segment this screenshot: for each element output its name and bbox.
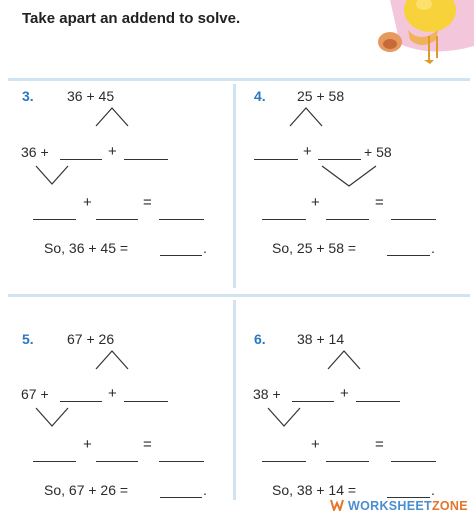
answer-blank[interactable] [254, 159, 298, 160]
problem-expression: 38 + 14 [297, 331, 345, 347]
answer-blank[interactable] [356, 401, 400, 402]
problem-expression: 36 + 45 [67, 88, 115, 104]
conclusion-text: So, 36 + 45 = [44, 240, 129, 256]
problem-number: 3. [22, 88, 34, 104]
vertical-divider-bottom [233, 300, 236, 500]
final-answer-blank[interactable] [387, 255, 430, 256]
answer-blank[interactable] [60, 159, 102, 160]
plus-sign: + [83, 436, 92, 453]
worksheetzone-logo-icon [330, 499, 344, 511]
problem-number: 4. [254, 88, 266, 104]
conclusion-text: So, 25 + 58 = [272, 240, 357, 256]
answer-blank[interactable] [262, 219, 306, 220]
equals-sign: = [375, 194, 384, 211]
period: . [431, 240, 435, 256]
final-answer-blank[interactable] [160, 255, 202, 256]
split-caret [290, 106, 326, 128]
period: . [203, 482, 207, 498]
answer-blank[interactable] [124, 159, 168, 160]
answer-blank[interactable] [292, 401, 334, 402]
split-v [36, 164, 72, 188]
conclusion-text: So, 67 + 26 = [44, 482, 129, 498]
answer-blank[interactable] [391, 219, 436, 220]
watermark-part2: ZONE [431, 499, 468, 513]
answer-blank[interactable] [391, 461, 436, 462]
plus-sign: + [311, 194, 320, 211]
equals-sign: = [143, 194, 152, 211]
watermark-part1: WORKSHEET [348, 499, 432, 513]
answer-blank[interactable] [262, 461, 306, 462]
split-v [322, 164, 380, 190]
problem-number: 5. [22, 331, 34, 347]
plus-sign: + [303, 143, 312, 160]
chick-illustration [372, 0, 474, 70]
worksheetzone-watermark [330, 499, 468, 513]
period: . [431, 482, 435, 498]
answer-blank[interactable] [33, 461, 76, 462]
problem-number: 6. [254, 331, 266, 347]
split-caret [328, 349, 364, 371]
answer-blank[interactable] [159, 219, 204, 220]
plus-sign: + [83, 194, 92, 211]
answer-blank[interactable] [326, 461, 369, 462]
final-answer-blank[interactable] [387, 497, 430, 498]
split-v [36, 406, 72, 430]
answer-blank[interactable] [159, 461, 204, 462]
vertical-divider-top [233, 84, 236, 288]
decompose-text: 38 + [253, 386, 281, 402]
period: . [203, 240, 207, 256]
plus-sign: + [108, 385, 117, 402]
answer-blank[interactable] [96, 461, 138, 462]
answer-blank[interactable] [96, 219, 138, 220]
middle-divider [8, 294, 470, 297]
split-caret [96, 349, 132, 371]
split-caret [96, 106, 132, 128]
plus-sign: + [108, 143, 117, 160]
answer-blank[interactable] [124, 401, 168, 402]
problem-expression: 67 + 26 [67, 331, 115, 347]
problem-expression: 25 + 58 [297, 88, 345, 104]
decompose-text: 67 + [21, 386, 49, 402]
plus-sign: + [340, 385, 349, 402]
equals-sign: = [143, 436, 152, 453]
answer-blank[interactable] [33, 219, 76, 220]
conclusion-text: So, 38 + 14 = [272, 482, 357, 498]
top-divider [8, 78, 470, 81]
plus-sign: + [311, 436, 320, 453]
decompose-text: + 58 [364, 144, 392, 160]
decompose-text: 36 + [21, 144, 49, 160]
final-answer-blank[interactable] [160, 497, 202, 498]
instruction-text: Take apart an addend to solve. [22, 10, 241, 27]
answer-blank[interactable] [60, 401, 102, 402]
equals-sign: = [375, 436, 384, 453]
split-v [268, 406, 304, 430]
answer-blank[interactable] [326, 219, 369, 220]
answer-blank[interactable] [318, 159, 361, 160]
